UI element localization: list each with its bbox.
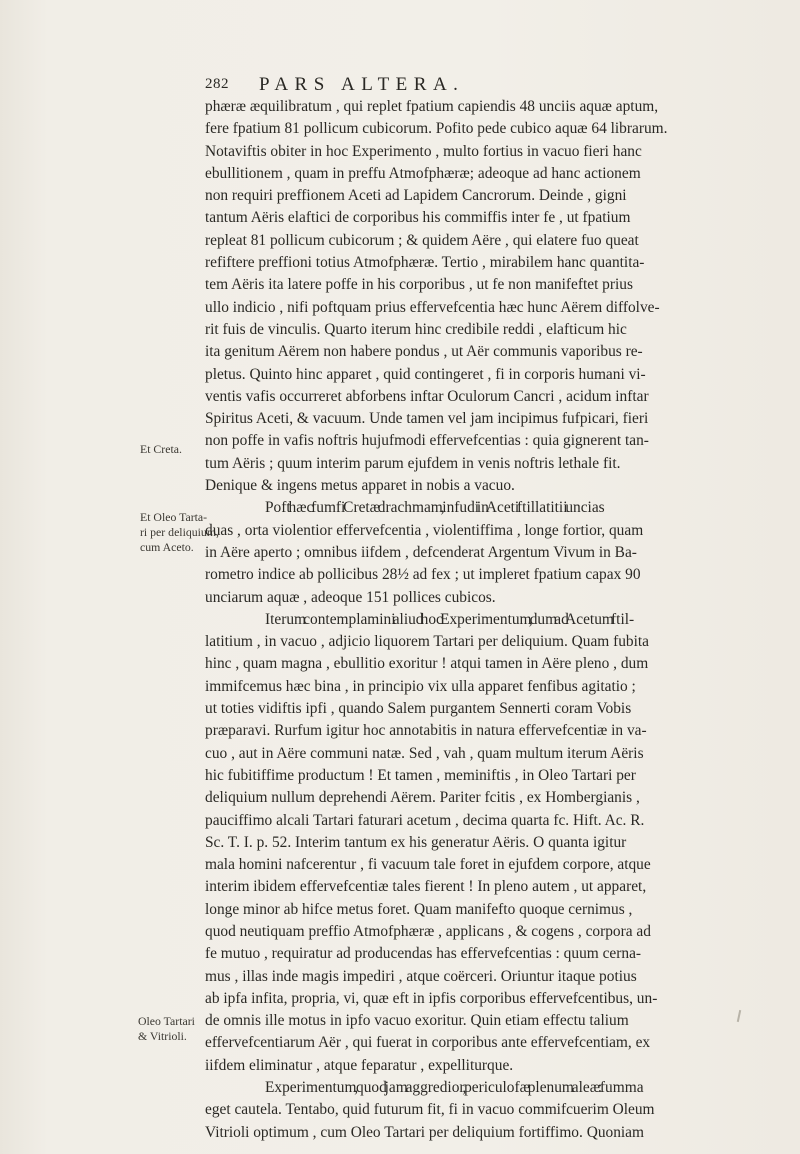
text-line: de omnis ille motus in ipfo vacuo exoritur. Quin etiam effectu talium <box>205 1012 629 1030</box>
text-line: Experimentum , quod jam aggredior , periculofæ plenum aleæ : fumma <box>265 1079 644 1097</box>
scan-mark <box>737 1010 741 1022</box>
text-line: non poffe in vafis noftris hujufmodi effervefcentias : quia gignerent tan- <box>205 432 649 450</box>
text-line: ebullitionem , quam in preffu Atmofphæræ; adeoque ad hanc actionem <box>205 164 641 182</box>
text-line: rometro indice ab pollicibus 28½ ad fex ; ut impleret fpatium capax 90 <box>205 566 641 584</box>
page-header <box>205 74 675 96</box>
text-line: pletus. Quinto hinc apparet , quid contingeret , fi in corporis humani vi- <box>205 365 646 383</box>
text-line: refiftere preffioni totius Atmofphæræ. Tertio , mirabilem hanc quantita- <box>205 254 645 272</box>
text-line: Vitrioli optimum , cum Oleo Tartari per deliquium fortiffimo. Quoniam <box>205 1123 644 1141</box>
page-number: 282 <box>205 76 229 92</box>
text-line: fe mutuo , requiratur ad producendas has effervefcentias : quum cerna- <box>205 945 642 963</box>
text-line: immifcemus hæc bina , in principio vix ulla apparet fenfibus agitatio ; <box>205 677 636 695</box>
text-line: mus , illas inde magis impediri , atque coërceri. Oriuntur itaque potius <box>205 967 637 985</box>
text-line: mala homini nafcerentur , fi vacuum tale foret in ejufdem corpore, atque <box>205 856 651 874</box>
text-line: unciarum aquæ , adeoque 151 pollices cubicos. <box>205 588 496 606</box>
text-line: præparavi. Rurfum igitur hoc annotabitis in natura effervefcentiæ in va- <box>205 722 647 740</box>
text-line: ita genitum Aërem non habere pondus , ut Aër communis vaporibus re- <box>205 343 643 361</box>
text-line: tem Aëris ita latere poffe in his corporibus , ut fe non manifeftet prius <box>205 276 633 294</box>
text-line: cuo , aut in Aëre communi natæ. Sed , vah , quam multum iterum Aëris <box>205 744 644 762</box>
text-line: ut toties vidiftis ipfi , quando Salem purgantem Sennerti coram Vobis <box>205 700 632 718</box>
text-line: quod neutiquam preffio Atmofphæræ , applicans , & cogens , corpora ad <box>205 922 651 940</box>
text-line: tantum Aëris elaftici de corporibus his commiffis inter fe , ut fpatium <box>205 209 631 227</box>
text-line: non requiri preffionem Aceti ad Lapidem Cancrorum. Deinde , gigni <box>205 187 627 205</box>
text-line: deliquium nullum deprehendi Aërem. Pariter fcitis , ex Hombergianis , <box>205 789 640 807</box>
text-line: ullo indicio , nifi poftquam prius effervefcentia hæc hunc Aërem diffolve- <box>205 298 660 316</box>
text-line: phæræ æquilibratum , qui replet fpatium capiendis 48 unciis aquæ aptum, <box>205 98 659 115</box>
margin-note-oleo-vitrioli: Oleo Tartari & Vitrioli. <box>138 1014 195 1043</box>
text-line: in Aëre aperto ; omnibus iifdem , defcenderat Argentum Vivum in Ba- <box>205 543 637 561</box>
text-line: duas , orta violentior effervefcentia , violentiffima , longe fortior, quam <box>205 521 644 539</box>
text-line: rit fuis de vinculis. Quarto iterum hinc credibile reddi , elafticum hic <box>205 320 627 338</box>
text-line: hinc , quam magna , ebullitio exoritur ! atqui tamen in Aëre pleno , dum <box>205 655 649 673</box>
text-line: Poft hæc fumfi Cretæ drachmam , infudi in Aceti ftillatitii uncias <box>265 499 605 517</box>
text-line: Sc. T. I. p. 52. Interim tantum ex his generatur Aëris. O quanta igitur <box>205 833 627 851</box>
body-text <box>205 96 705 1144</box>
text-line: Spiritus Aceti, & vacuum. Unde tamen vel jam incipimus fufpicari, fieri <box>205 410 649 428</box>
text-line: longe minor ab hifce metus foret. Quam manifefto quoque cernimus , <box>205 900 633 918</box>
text-line: hic fubitiffime productum ! Et tamen , meminiftis , in Oleo Tartari per <box>205 766 636 784</box>
text-line: ventis vafis occurreret abforbens inftar Oculorum Cancri , acidum inftar <box>205 387 649 405</box>
margin-note-oleo-tartari-aceto: Et Oleo Tarta- ri per deliquium, cum Aceto. <box>140 510 219 554</box>
text-line: latitium , in vacuo , adjicio liquorem Tartari per deliquium. Quam fubita <box>205 633 649 651</box>
text-line: Notaviftis obiter in hoc Experimento , multo fortius in vacuo fieri hanc <box>205 142 642 160</box>
text-line: pauciffimo alcali Tartari faturari acetum , decima quarta fc. Hift. Ac. R. <box>205 811 645 829</box>
text-line: eget cautela. Tentabo, quid futurum fit, fi in vacuo commifcuerim Oleum <box>205 1101 655 1119</box>
text-line: ab ipfa infita, propria, vi, quæ eft in ipfis corporibus effervefcentibus, un- <box>205 989 658 1007</box>
text-line: interim ibidem effervefcentiæ tales fierent ! In pleno autem , ut apparet, <box>205 878 647 896</box>
text-line: iifdem eliminatur , atque feparatur , expelliturque. <box>205 1056 514 1074</box>
text-line: effervefcentiarum Aër , qui fuerat in corporibus ante effervefcentiam, ex <box>205 1034 651 1052</box>
text-line: fere fpatium 81 pollicum cubicorum. Pofito pede cubico aquæ 64 librarum. <box>205 120 668 138</box>
text-line: Iterum contemplamini aliud hoc Experimentum , dum ad Acetum ftil- <box>265 610 635 628</box>
text-line: repleat 81 pollicum cubicorum ; & quidem Aëre , qui elatere fuo queat <box>205 231 639 249</box>
margin-note-creta: Et Creta. <box>140 442 182 456</box>
text-line: Denique & ingens metus apparet in nobis a vacuo. <box>205 477 515 495</box>
text-line: tum Aëris ; quum interim parum ejufdem in venis noftris lethale fit. <box>205 454 621 472</box>
running-title: PARS ALTERA. <box>259 74 465 95</box>
